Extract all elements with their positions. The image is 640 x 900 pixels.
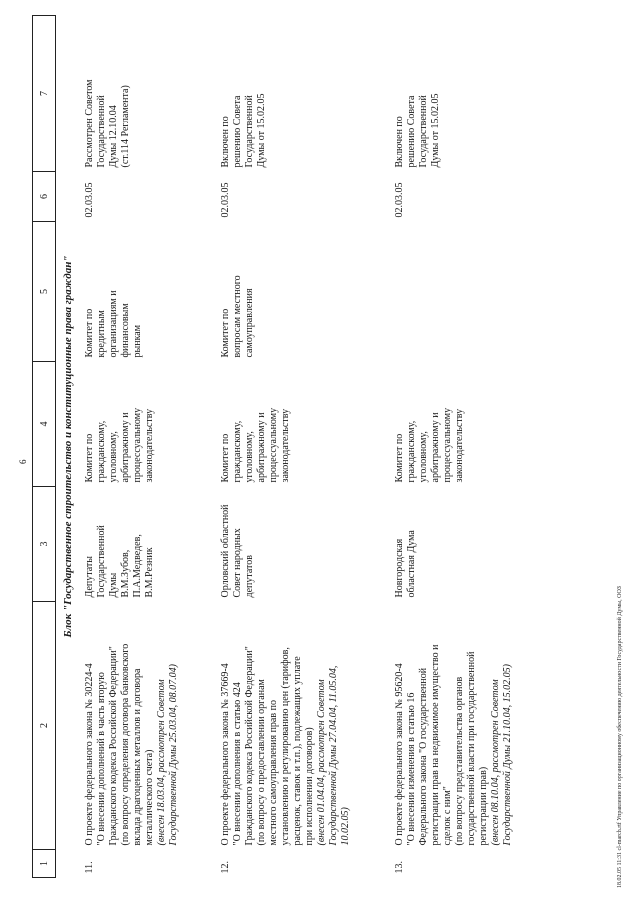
bill-title-line: регистрации прав на недвижимое имущество и [430,644,441,846]
council-note-line: (ст.114 Регламента) [120,85,131,168]
co-committee-line: организациям и [108,290,119,358]
bill-author [394,487,576,602]
footer-note: 18.02.05 11:31 cl-march.rtf Управление по организационному обеспечению деятельности Государственной Думы, ООЗ [617,586,623,888]
bill-title-line: Гражданского кодекса Российской Федерации" [244,646,255,846]
council-note-line: Рассмотрен Советом [84,79,95,168]
bill-author-line: депутатов [244,554,255,598]
co-committee-line: вопросам местного [232,275,243,358]
council-note-line: Думы 12.10.04 [108,105,119,168]
bill-title-line: (по вопросу определения договора банковского [120,643,131,846]
table-row [84,16,220,878]
co-committee-line: Комитет по [220,308,231,358]
co-committee [220,222,394,362]
bill-title [84,602,220,850]
bill-author-line: Новгородская [394,538,405,598]
column-header: 5 [33,222,56,362]
bill-title [220,602,394,850]
column-header: 4 [33,362,56,487]
table-row [394,16,576,878]
bill-status-line: (внесен 01.04.04, рассмотрен Советом [316,679,327,846]
council-note-line: Включен по [394,116,405,168]
column-header: 6 [33,172,56,222]
bill-title [394,602,576,850]
bill-status-line: (внесен 18.03.04, рассмотрен Советом [156,679,167,846]
column-header: 7 [33,16,56,172]
council-note-line: Включен по [220,116,231,168]
lead-committee-line: процессуальному [268,407,279,483]
lead-committee-line: Комитет по [394,433,405,483]
council-note [220,16,394,172]
page-number: 6 [18,459,28,464]
bill-status-line: (внесен 08.10.04, рассмотрен Советом [490,679,501,846]
council-note [84,16,220,172]
row-number: 12. [220,861,231,874]
column-header: 2 [33,602,56,850]
bill-title-line: металлического счета) [144,749,155,846]
bill-title-line: Гражданского кодекса Российской Федерации" [108,646,119,846]
table-row [220,16,394,878]
council-note-line: Государственной [418,95,429,168]
bill-title-line: (по вопросу о предоставлении органам [256,679,267,846]
co-committee-line: самоуправления [244,288,255,358]
bill-title-line: О проекте федерального закона № 30224-4 [84,663,95,846]
row-number: 13. [394,861,405,874]
lead-committee-line: гражданскому, [96,420,107,483]
bill-author-line: Орловский областной [220,504,231,598]
bill-title-line: "О внесении изменения в статью 16 [406,692,417,846]
lead-committee-line: законодательству [144,408,155,483]
bill-status-line: Государственной Думы 25.03.04, 08.07.04) [168,664,179,846]
lead-committee-line: арбитражному и [120,412,131,483]
bill-status-line: 10.02.05) [340,807,351,846]
council-note-line: Государственной [244,95,255,168]
block-title-row [56,16,85,878]
block-title: Блок "Государственное строительство и конституционные права граждан" [62,255,74,638]
lead-committee-line: гражданскому, [406,420,417,483]
bill-title-line: "О внесении дополнений в часть вторую [96,672,107,846]
lead-committee-line: Комитет по [220,433,231,483]
bill-title-line: "О внесении дополнения в статью 424 [232,682,243,846]
council-note [394,16,576,172]
review-date: 02.03.05 [220,182,231,218]
bill-author-line: Депутаты [84,556,95,598]
review-date: 02.03.05 [84,182,95,218]
lead-committee-line: уголовному, [418,431,429,483]
co-committee-line: финансовым [120,303,131,358]
bill-author [220,487,394,602]
council-note-line: решению Совета [232,95,243,168]
bill-title-line: (по вопросу представительства органов [454,676,465,846]
lead-committee-line: процессуальному [442,407,453,483]
co-committee-line: кредитным [96,310,107,358]
bill-author-line: П.А.Медведев, [132,534,143,598]
bill-status-line: Государственной Думы 27.04.04, 11.05.04, [328,665,339,846]
lead-committee-line: арбитражному и [256,412,267,483]
co-committee-line: Комитет по [84,308,95,358]
lead-committee-line: уголовному, [244,431,255,483]
bill-author-line: В.М.Зубов, [120,549,131,598]
bill-author-line: областная Дума [406,530,417,598]
lead-committee [84,362,220,487]
bill-title-line: государственной власти при государственной [466,651,477,846]
bill-author [84,487,220,602]
lead-committee [394,362,576,487]
bills-table [32,15,576,878]
lead-committee-line: законодательству [454,408,465,483]
lead-committee-line: Комитет по [84,433,95,483]
lead-committee-line: арбитражному и [430,412,441,483]
council-note-line: Государственной [96,95,107,168]
council-note-line: Думы от 15.02.05 [256,93,267,168]
co-committee [394,222,576,362]
lead-committee-line: гражданскому, [232,420,243,483]
bill-title-line: сделок с ним" [442,786,453,846]
bill-author-line: В.М.Резник [144,547,155,598]
co-committee [84,222,220,362]
bill-author-line: Совет народных [232,528,243,598]
co-committee-line: рынкам [132,324,143,358]
bill-title-line: расценок, ставок и т.п.), подлежащих уплате [292,656,303,846]
column-header: 1 [33,850,56,878]
column-number-row [33,16,56,878]
bill-author-line: Государственной [96,525,107,598]
lead-committee-line: законодательству [280,408,291,483]
bill-title-line: О проекте федерального закона № 37669-4 [220,663,231,846]
bill-title-line: установлению и регулированию цен (тарифов, [280,647,291,846]
review-date: 02.03.05 [394,182,405,218]
lead-committee-line: уголовному, [108,431,119,483]
lead-committee [220,362,394,487]
bill-title-line: местного самоуправления прав по [268,700,279,846]
bill-author-line: Думы [108,572,119,598]
lead-committee-line: процессуальному [132,407,143,483]
council-note-line: решению Совета [406,95,417,168]
row-number: 11. [84,861,95,874]
bill-title-line: вклада драгоценных металлов и договора [132,668,143,846]
bill-title-line: О проекте федерального закона № 95620-4 [394,663,405,846]
bill-title-line: Федерального закона "О государственной [418,667,429,846]
bill-title-line: регистрации прав) [478,766,489,846]
bill-title-line: при исполнении договоров) [304,727,315,846]
council-note-line: Думы от 15.02.05 [430,93,441,168]
bill-status-line: Государственной Думы 21.10.04, 15.02.05) [502,664,513,846]
column-header: 3 [33,487,56,602]
